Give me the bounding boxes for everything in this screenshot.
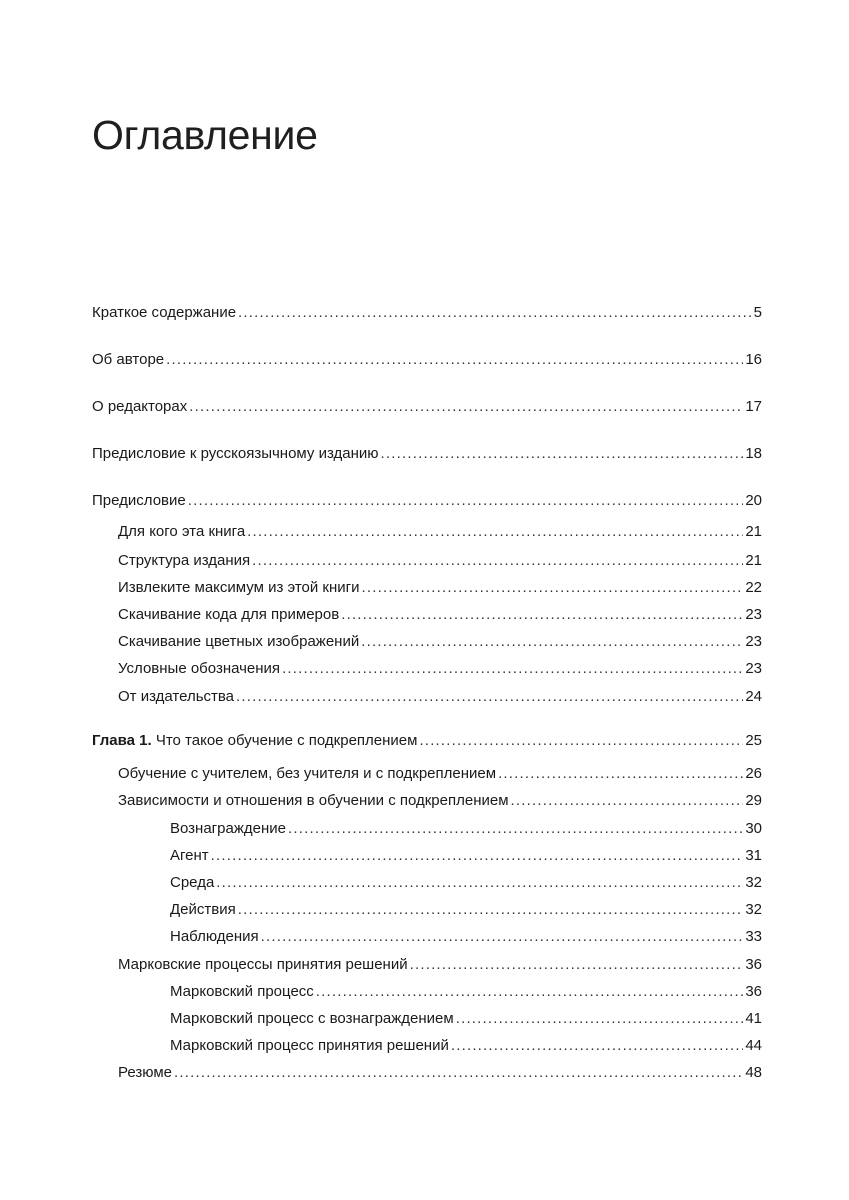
leader-dots [288, 819, 743, 839]
chapter-title: Что такое обучение с подкреплением [155, 732, 418, 749]
toc-entry-title: Структура издания [118, 552, 251, 569]
toc-entry-title: Об авторе [92, 351, 165, 368]
toc-entry-page: 23 [745, 606, 762, 623]
toc-entry[interactable] [92, 397, 762, 417]
leader-dots [361, 632, 743, 652]
toc-entry[interactable] [118, 1063, 762, 1083]
toc-entry-page: 17 [745, 398, 762, 415]
toc-entry-title: Обучение с учителем, без учителя и с подкреплением [118, 765, 497, 782]
toc-entry-title: Для кого эта книга [118, 523, 246, 540]
toc-entry-title: Скачивание цветных изображений [118, 633, 360, 650]
toc-entry-title: Марковский процесс с вознаграждением [170, 1010, 454, 1027]
leader-dots [410, 955, 744, 975]
chapter-number: Глава 1. [92, 732, 152, 749]
leader-dots [511, 791, 744, 811]
toc-entry-page: 36 [745, 983, 762, 1000]
toc-entry-page: 30 [745, 820, 762, 837]
toc-entry-page: 26 [745, 765, 762, 782]
toc-entry[interactable] [118, 791, 762, 811]
leader-dots [282, 659, 743, 679]
toc-entry[interactable] [118, 522, 762, 542]
toc-entry-page: 32 [745, 901, 762, 918]
toc-entry[interactable] [92, 350, 762, 370]
toc-entry-page: 18 [745, 445, 762, 462]
toc-entry[interactable] [118, 687, 762, 707]
leader-dots [247, 522, 743, 542]
leader-dots [456, 1009, 744, 1029]
leader-dots [238, 900, 744, 920]
leader-dots [211, 846, 744, 866]
toc-entry-title: От издательства [118, 688, 235, 705]
toc-entry[interactable] [170, 846, 762, 866]
leader-dots [316, 982, 744, 1002]
toc-entry-page: 44 [745, 1037, 762, 1054]
toc-entry[interactable] [118, 764, 762, 784]
toc-entry-page: 24 [745, 688, 762, 705]
toc-entry-title: О редакторах [92, 398, 188, 415]
leader-dots [419, 731, 743, 751]
toc-entry[interactable] [92, 303, 762, 323]
leader-dots [362, 578, 744, 598]
toc-entry-page: 23 [745, 633, 762, 650]
toc-entry-title: Действия [170, 901, 236, 918]
toc-entry-page: 41 [745, 1010, 762, 1027]
toc-entry[interactable] [170, 900, 762, 920]
toc-entry-page: 36 [745, 956, 762, 973]
toc-entry-title: Извлеките максимум из этой книги [118, 579, 360, 596]
leader-dots [188, 491, 744, 511]
toc-entry[interactable] [118, 551, 762, 571]
toc-entry-title: Предисловие к русскоязычному изданию [92, 445, 379, 462]
toc-entry-title: Резюме [118, 1064, 172, 1081]
toc-entry[interactable] [170, 1009, 762, 1029]
leader-dots [216, 873, 743, 893]
toc-entry-title: Марковский процесс принятия решений [170, 1037, 449, 1054]
leader-dots [238, 303, 752, 323]
toc-entry-page: 16 [745, 351, 762, 368]
toc-entry-page: 20 [745, 492, 762, 509]
leader-dots [236, 687, 743, 707]
toc-entry-page: 23 [745, 660, 762, 677]
toc-entry-page: 48 [745, 1064, 762, 1081]
toc-entry-page: 21 [745, 552, 762, 569]
toc-entry-title [92, 731, 417, 751]
leader-dots [341, 605, 743, 625]
toc-entry-title: Агент [170, 847, 209, 864]
leader-dots [252, 551, 743, 571]
toc-entry[interactable] [118, 632, 762, 652]
toc-entry[interactable] [170, 819, 762, 839]
toc-entry-title: Марковские процессы принятия решений [118, 956, 408, 973]
toc-entry[interactable] [118, 605, 762, 625]
toc-entry-page: 32 [745, 874, 762, 891]
toc-entry[interactable] [118, 578, 762, 598]
toc-entry-page: 21 [745, 523, 762, 540]
toc-entry-page: 25 [745, 732, 762, 749]
toc-entry-title: Предисловие [92, 492, 186, 509]
leader-dots [189, 397, 743, 417]
leader-dots [261, 927, 744, 947]
toc-entry-page: 22 [745, 579, 762, 596]
toc-entry[interactable] [170, 873, 762, 893]
leader-dots [174, 1063, 743, 1083]
leader-dots [381, 444, 744, 464]
leader-dots [498, 764, 743, 784]
toc-entry[interactable] [92, 491, 762, 511]
toc-entry[interactable] [170, 927, 762, 947]
toc-entry-title: Марковский процесс [170, 983, 314, 1000]
toc-entry-title: Скачивание кода для примеров [118, 606, 340, 623]
toc-entry-page: 31 [745, 847, 762, 864]
toc-entry-title: Среда [170, 874, 215, 891]
leader-dots [166, 350, 743, 370]
toc-entry-title: Вознаграждение [170, 820, 286, 837]
toc-entry[interactable] [118, 955, 762, 975]
toc-entry-page: 5 [753, 304, 762, 321]
toc-chapter-entry[interactable] [92, 731, 762, 751]
toc-entry[interactable] [170, 982, 762, 1002]
leader-dots [451, 1036, 743, 1056]
toc-entry[interactable] [118, 659, 762, 679]
toc-entry-page: 29 [745, 792, 762, 809]
toc-entry-title: Условные обозначения [118, 660, 281, 677]
toc-entry[interactable] [92, 444, 762, 464]
toc-entry[interactable] [170, 1036, 762, 1056]
toc-entry-title: Наблюдения [170, 928, 259, 945]
toc-entry-title: Краткое содержание [92, 304, 237, 321]
page-title: Оглавление [92, 112, 318, 158]
toc-entry-page: 33 [745, 928, 762, 945]
toc-entry-title: Зависимости и отношения в обучении с подкреплением [118, 792, 509, 809]
